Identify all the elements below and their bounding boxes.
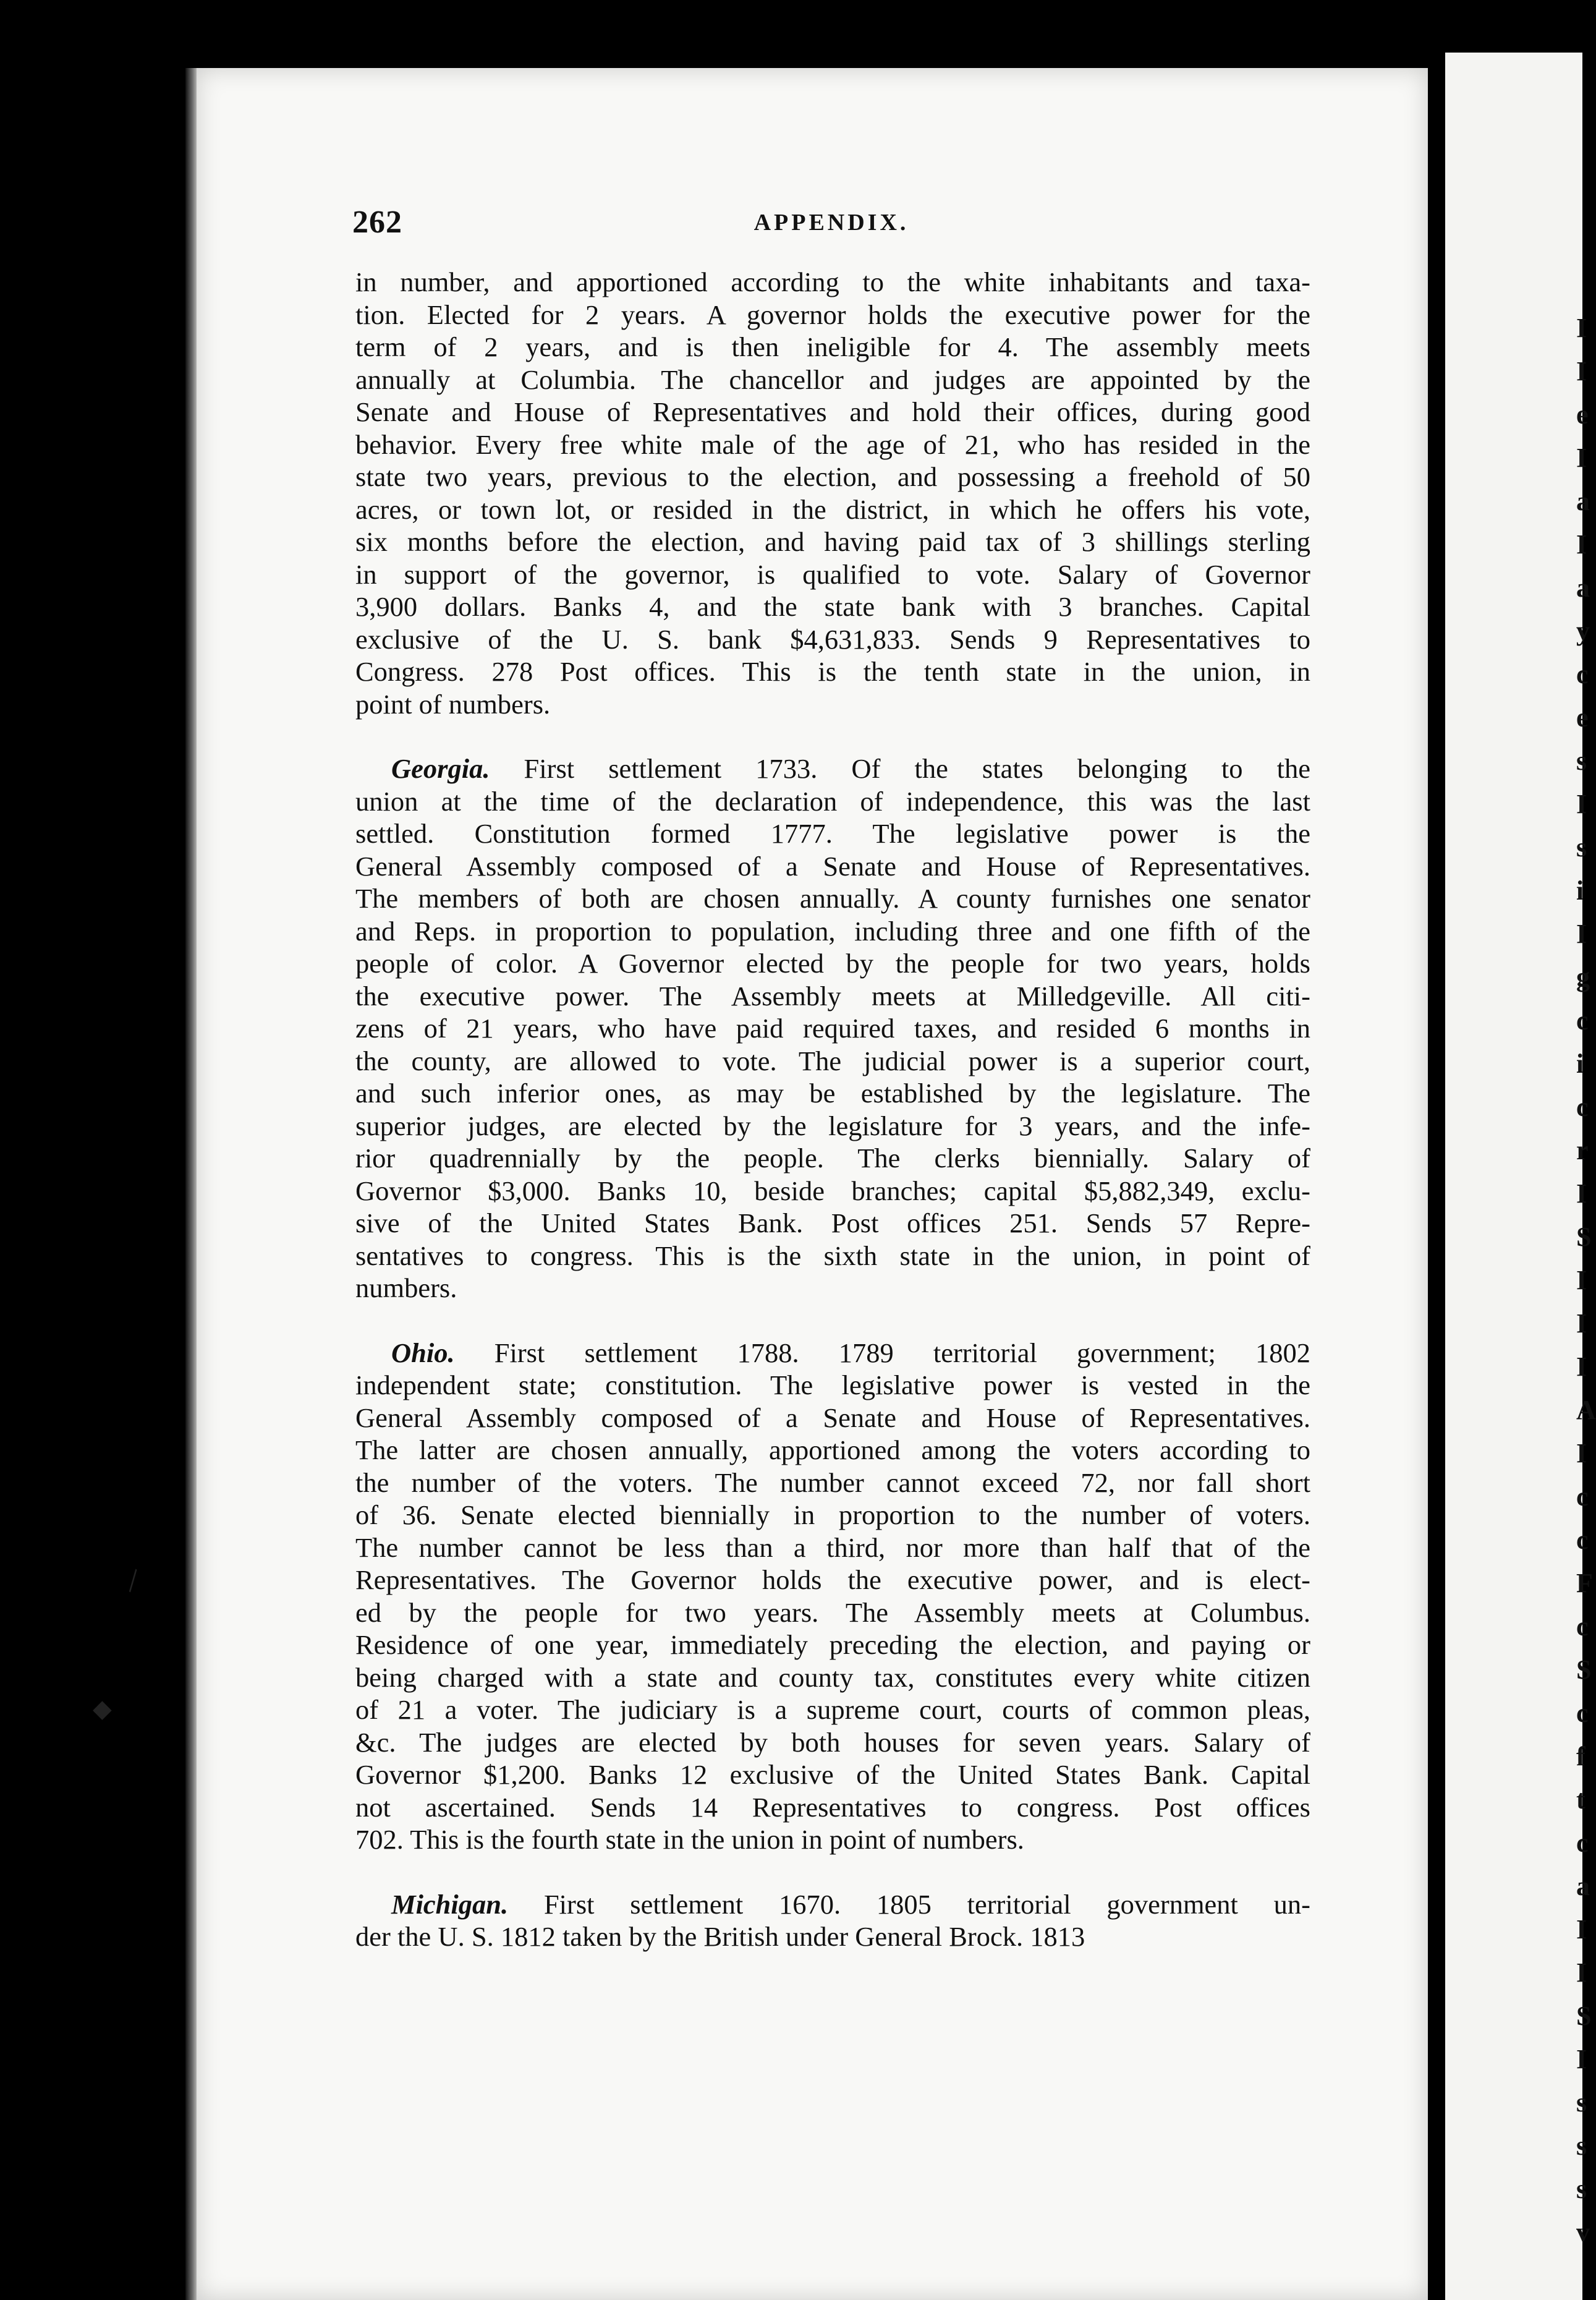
line-text: First settlement 1733. Of the states belonging to the (524, 753, 1310, 784)
adjacent-page-letter: I (1576, 529, 1587, 560)
line-text: sentatives to congress. This is the sixth state in the union, in point of (355, 1240, 1310, 1271)
adjacent-page-letter: c (1576, 1092, 1589, 1122)
adjacent-page-letter: s (1576, 2131, 1587, 2161)
text-line (355, 1012, 1310, 1045)
paragraph (355, 1337, 1310, 1856)
adjacent-page-letter: F (1576, 1568, 1593, 1598)
adjacent-page-letter: c (1576, 1525, 1589, 1555)
page-number: 262 (352, 205, 402, 240)
text-line (355, 1240, 1310, 1272)
text-line (355, 1629, 1310, 1661)
text-line (355, 1499, 1310, 1531)
line-text: Governor $1,200. Banks 12 exclusive of the United States Bank. Capital (355, 1759, 1310, 1790)
line-text: independent state; constitution. The legislative power is vested in the (355, 1369, 1310, 1400)
state-heading: Ohio. (391, 1337, 455, 1368)
text-line (355, 817, 1310, 850)
line-text: acres, or town lot, or resided in the district, in which he offers his vote, (355, 493, 1310, 525)
adjacent-page-letter: I (1576, 1957, 1587, 1988)
line-text: and Reps. in proportion to population, including three and one fifth of the (355, 915, 1310, 947)
line-text: being charged with a state and county tax, constitutes every white citizen (355, 1661, 1310, 1693)
adjacent-page-letter: I (1576, 1914, 1587, 1944)
line-text: superior judges, are elected by the legislature for 3 years, and the infe- (355, 1110, 1310, 1141)
adjacent-page-letter: v (1576, 2217, 1590, 2247)
margin-stroke-mark: \ (119, 1562, 148, 1598)
text-line (355, 461, 1310, 493)
text-line (355, 1920, 1310, 1953)
text-line (355, 1175, 1310, 1208)
line-text: ed by the people for two years. The Assembly meets at Columbus. (355, 1596, 1310, 1628)
paragraph (355, 266, 1310, 720)
text-line (355, 299, 1310, 331)
text-line (355, 1207, 1310, 1240)
adjacent-page-letter: c (1576, 659, 1589, 689)
text-line (355, 1661, 1310, 1694)
text-line (355, 1045, 1310, 1078)
line-text: Residence of one year, immediately preceding the election, and paying or (355, 1629, 1310, 1660)
text-line (355, 1531, 1310, 1564)
adjacent-page-letter: a (1576, 1871, 1590, 1901)
text-line (355, 396, 1310, 428)
text-line (355, 1467, 1310, 1499)
text-line (355, 947, 1310, 980)
text-line (355, 1726, 1310, 1759)
book-gutter (1428, 0, 1445, 2300)
line-text: General Assembly composed of a Senate and House of Representatives. (355, 1402, 1310, 1433)
text-line (355, 915, 1310, 948)
adjacent-page-letter: f (1576, 1741, 1585, 1771)
line-text: rior quadrennially by the people. The clerks biennially. Salary of (355, 1143, 1310, 1173)
adjacent-page-letter: I (1576, 356, 1587, 386)
text-line (355, 590, 1310, 623)
line-text: annually at Columbia. The chancellor and judges are appointed by the (355, 364, 1310, 395)
text-line (355, 1791, 1310, 1824)
line-text: numbers. (355, 1272, 457, 1303)
text-line (355, 1337, 1310, 1369)
line-text: in number, and apportioned according to the white inhabitants and taxa- (355, 266, 1310, 297)
text-line (355, 526, 1310, 558)
adjacent-page-letter: I (1576, 313, 1587, 343)
adjacent-page-edge (1445, 53, 1596, 2300)
line-text: der the U. S. 1812 taken by the British under General Brock. 1813 (355, 1921, 1085, 1952)
text-line (355, 266, 1310, 299)
adjacent-page-letter: s (1576, 2087, 1587, 2118)
adjacent-page-letter: a (1576, 573, 1590, 603)
line-text: &c. The judges are elected by both houses for seven years. Salary of (355, 1726, 1310, 1758)
adjacent-page-letter: c (1576, 1005, 1589, 1036)
line-text: zens of 21 years, who have paid required taxes, and resided 6 months in (355, 1013, 1310, 1044)
text-line (355, 1888, 1310, 1921)
text-line (355, 1142, 1310, 1175)
adjacent-page-letter: S (1576, 1655, 1592, 1685)
adjacent-page-letter: I (1576, 1438, 1587, 1468)
line-text: General Assembly composed of a Senate and House of Representatives. (355, 850, 1310, 882)
adjacent-page-letter: r (1576, 1135, 1589, 1165)
text-line (355, 1272, 1310, 1305)
paragraph (355, 752, 1310, 1305)
text-line (355, 850, 1310, 883)
line-text: in support of the governor, is qualified to vote. Salary of Governor (355, 558, 1310, 590)
adjacent-page-letter: e (1576, 702, 1589, 733)
page-header (352, 204, 1310, 247)
adjacent-page-letter: g (1576, 962, 1590, 992)
line-text: Senate and House of Representatives and hold their offices, during good (355, 396, 1310, 427)
line-text: and such inferior ones, as may be established by the legislature. The (355, 1078, 1310, 1109)
adjacent-page-letter: S (1576, 1222, 1592, 1252)
adjacent-page-letter: I (1576, 789, 1587, 819)
adjacent-page-letter: I (1576, 2044, 1587, 2074)
line-text: 702. This is the fourth state in the union in point of numbers. (355, 1824, 1024, 1855)
line-text: First settlement 1788. 1789 territorial government; 1802 (494, 1337, 1310, 1368)
adjacent-page-letter: I (1576, 443, 1587, 473)
adjacent-page-letter: e (1576, 399, 1589, 430)
line-text: six months before the election, and having paid tax of 3 shillings sterling (355, 526, 1310, 557)
adjacent-page-letter: i (1576, 875, 1584, 906)
adjacent-page-letter: c (1576, 1611, 1589, 1642)
line-text: Congress. 278 Post offices. This is the tenth state in the union, in (355, 656, 1310, 687)
adjacent-page-letter: s (1576, 746, 1587, 776)
text-line (355, 1369, 1310, 1402)
adjacent-page-letter: t (1576, 1784, 1585, 1815)
text-line (355, 1110, 1310, 1143)
adjacent-page-letter: I (1576, 1178, 1587, 1209)
state-heading: Michigan. (391, 1888, 509, 1920)
text-line (355, 1823, 1310, 1856)
line-text: The latter are chosen annually, apportioned among the voters according to (355, 1434, 1310, 1465)
text-line (355, 1693, 1310, 1726)
text-line (355, 980, 1310, 1013)
line-text: the number of the voters. The number cannot exceed 72, nor fall short (355, 1467, 1310, 1498)
adjacent-page-letter: I (1576, 1308, 1587, 1339)
text-line (355, 331, 1310, 364)
line-text: 3,900 dollars. Banks 4, and the state bank with 3 branches. Capital (355, 591, 1310, 622)
line-text: term of 2 years, and is then ineligible for 4. The assembly meets (355, 331, 1310, 362)
line-text: The members of both are chosen annually. A county furnishes one senator (355, 883, 1310, 914)
text-line (355, 1402, 1310, 1434)
adjacent-page-letter: c (1576, 1828, 1589, 1858)
line-text: the county, are allowed to vote. The judicial power is a superior court, (355, 1045, 1310, 1076)
adjacent-page-letter: I (1576, 1265, 1587, 1295)
text-line (355, 493, 1310, 526)
body-text (355, 266, 1310, 1985)
line-text: union at the time of the declaration of independence, this was the last (355, 785, 1310, 817)
line-text: tion. Elected for 2 years. A governor holds the executive power for the (355, 299, 1310, 330)
text-line (355, 1077, 1310, 1110)
text-line (355, 364, 1310, 396)
text-line (355, 1758, 1310, 1791)
line-text: of 36. Senate elected biennially in proportion to the number of voters. (355, 1499, 1310, 1530)
adjacent-page-letter: c (1576, 1481, 1589, 1512)
text-line (355, 1434, 1310, 1467)
line-text: point of numbers. (355, 688, 551, 720)
paragraph (355, 1888, 1310, 1953)
adjacent-page-letter: y (1576, 616, 1590, 646)
text-line (355, 623, 1310, 656)
adjacent-page-letter: s (1576, 832, 1587, 862)
line-text: The number cannot be less than a third, nor more than half that of the (355, 1531, 1310, 1563)
adjacent-page-letter: i (1576, 1049, 1584, 1079)
text-line (355, 785, 1310, 818)
line-text: state two years, previous to the election, and possessing a freehold of 50 (355, 461, 1310, 492)
line-text: the executive power. The Assembly meets at Milledgeville. All citi- (355, 980, 1310, 1012)
running-head: APPENDIX. (753, 210, 909, 236)
line-text: behavior. Every free white male of the age of 21, who has resided in the (355, 428, 1310, 460)
line-text: Governor $3,000. Banks 10, beside branches; capital $5,882,349, exclu- (355, 1175, 1310, 1206)
text-line (355, 655, 1310, 688)
state-heading: Georgia. (391, 753, 490, 784)
line-text: sive of the United States Bank. Post offices 251. Sends 57 Repre- (355, 1208, 1310, 1238)
text-line (355, 558, 1310, 591)
line-text: settled. Constitution formed 1777. The legislative power is the (355, 818, 1310, 849)
text-line (355, 688, 1310, 721)
text-line (355, 752, 1310, 785)
text-line (355, 1596, 1310, 1629)
text-line (355, 428, 1310, 461)
line-text: not ascertained. Sends 14 Representatives to congress. Post offices (355, 1791, 1310, 1823)
line-text: Representatives. The Governor holds the executive power, and is elect- (355, 1564, 1310, 1595)
adjacent-page-letter: A (1576, 1395, 1596, 1425)
text-line (355, 1564, 1310, 1596)
adjacent-page-letter: S (1576, 2001, 1592, 2031)
line-text: First settlement 1670. 1805 territorial government un- (543, 1888, 1310, 1920)
margin-ink-blot: ◆ (93, 1695, 112, 1723)
adjacent-page-letter: a (1576, 486, 1590, 516)
adjacent-page-letter: I (1576, 1352, 1587, 1382)
adjacent-page-letter: I (1576, 919, 1587, 949)
line-text: of 21 a voter. The judiciary is a supreme court, courts of common pleas, (355, 1694, 1310, 1725)
line-text: people of color. A Governor elected by the people for two years, holds (355, 948, 1310, 979)
line-text: exclusive of the U. S. bank $4,631,833. Sends 9 Representatives to (355, 623, 1310, 655)
adjacent-page-letter: s (1576, 2174, 1587, 2204)
text-line (355, 882, 1310, 915)
adjacent-page-letter: c (1576, 1698, 1589, 1728)
